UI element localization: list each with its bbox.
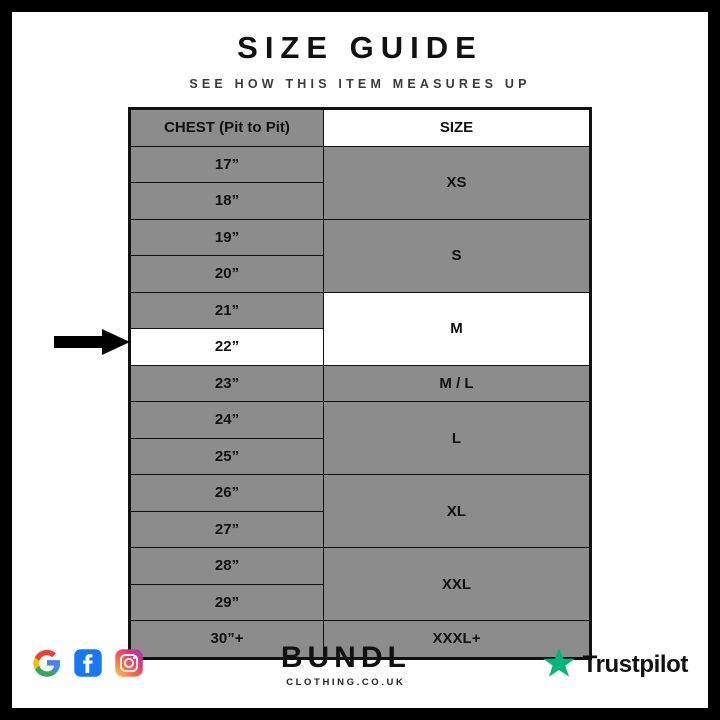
table-row [130, 219, 591, 256]
chest-cell: 21” [130, 292, 324, 329]
column-header-size: SIZE [324, 109, 591, 147]
instagram-icon[interactable] [114, 648, 144, 683]
size-guide-card [12, 12, 708, 708]
brand-logo [280, 640, 411, 688]
google-icon[interactable] [32, 648, 62, 683]
trustpilot-star-icon [542, 646, 576, 685]
facebook-icon[interactable] [73, 648, 103, 683]
chest-cell: 24” [130, 402, 324, 439]
size-cell-selected: M [324, 292, 591, 365]
table-row [130, 402, 591, 439]
brand-name: BUNDL [280, 640, 411, 674]
footer [12, 634, 708, 696]
size-cell: S [324, 219, 591, 292]
chest-cell: 17” [130, 146, 324, 183]
size-cell: XXL [324, 548, 591, 621]
trustpilot-name: Trustpilot [582, 651, 688, 678]
size-table-wrapper [128, 107, 592, 660]
size-cell: XXXL+ [324, 621, 591, 659]
chest-cell: 20” [130, 256, 324, 293]
table-row [130, 475, 591, 512]
chest-cell: 18” [130, 183, 324, 220]
chest-cell: 25” [130, 438, 324, 475]
table-row [130, 548, 591, 585]
chest-cell: 28” [130, 548, 324, 585]
column-header-chest: CHEST (Pit to Pit) [130, 109, 324, 147]
chest-cell: 30”+ [130, 621, 324, 659]
size-cell: L [324, 402, 591, 475]
chest-cell: 26” [130, 475, 324, 512]
size-table [128, 107, 592, 660]
size-cell: XS [324, 146, 591, 219]
chest-cell: 19” [130, 219, 324, 256]
chest-cell: 23” [130, 365, 324, 402]
social-links [32, 648, 144, 683]
brand-website: CLOTHING.CO.UK [286, 676, 406, 688]
size-cell: XL [324, 475, 591, 548]
table-row [130, 365, 591, 402]
size-cell: M / L [324, 365, 591, 402]
page-subtitle: SEE HOW THIS ITEM MEASURES UP [189, 77, 531, 91]
arrow-right-icon [54, 329, 130, 355]
table-row [130, 292, 591, 329]
trustpilot-logo[interactable] [542, 646, 688, 685]
chest-cell: 27” [130, 511, 324, 548]
chest-cell-selected: 22” [130, 329, 324, 366]
chest-cell: 29” [130, 584, 324, 621]
page-title: SIZE GUIDE [237, 30, 483, 65]
table-row [130, 146, 591, 183]
table-header-row [130, 109, 591, 147]
